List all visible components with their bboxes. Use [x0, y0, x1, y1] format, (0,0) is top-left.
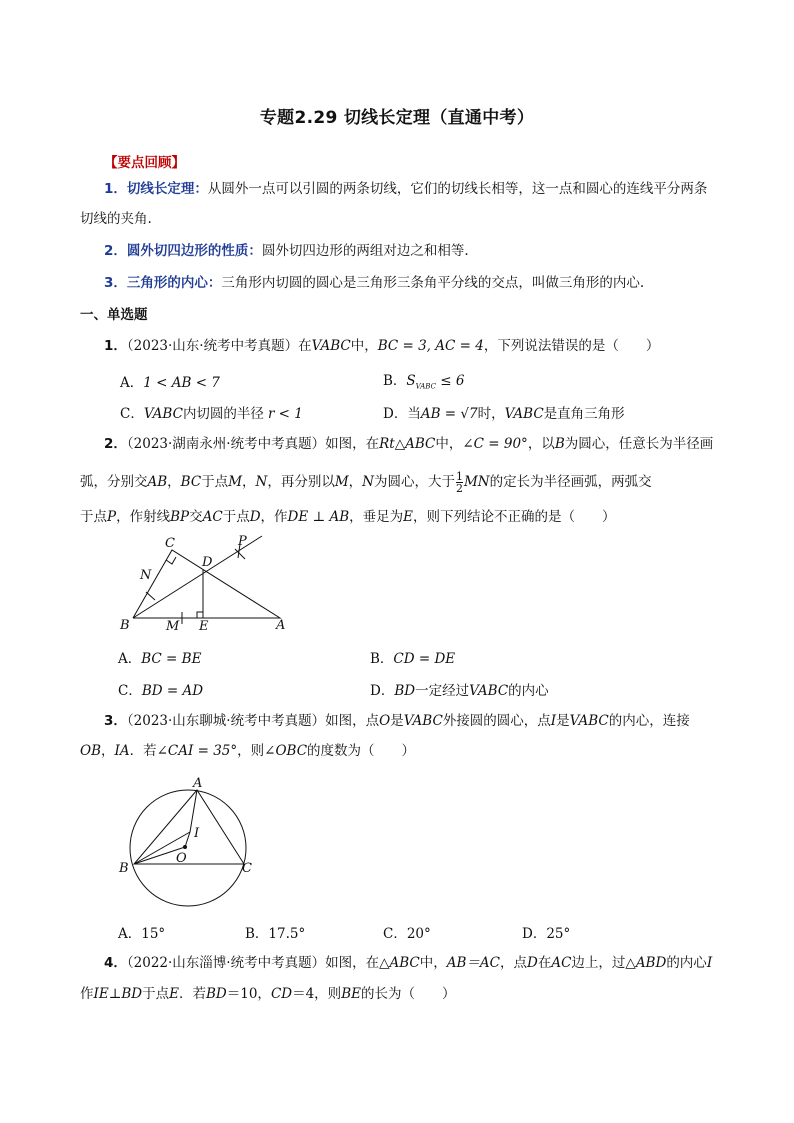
q1-option-b-rest: ≤ 6: [435, 373, 465, 389]
q2-l1a: 如图，在: [325, 436, 380, 452]
q1-number: 1．: [104, 338, 127, 354]
q1-option-d-end: 是直角三角形: [543, 406, 625, 422]
q4-number: 4．: [104, 955, 127, 971]
q2-option-b[interactable]: [370, 647, 455, 667]
q2-option-d-c: 的内心: [508, 683, 549, 699]
q2-comma2: ，: [242, 474, 256, 490]
q3-l1a: 如图，点: [325, 713, 380, 729]
q3-option-b[interactable]: [245, 922, 305, 942]
q1-option-d-pre: 当: [407, 406, 421, 422]
q3-l2b: ．若: [129, 743, 157, 759]
q1-option-c-mid: 内切圆的半径: [182, 406, 264, 422]
review-point-3-text: 三角形内切圆的圆心是三角形三条角平分线的交点，叫做三角形的内心.: [221, 275, 645, 291]
q2-n: N: [255, 474, 268, 490]
q1-triangle: VABC: [311, 338, 351, 354]
q3-o: O: [379, 713, 391, 729]
q2-l3d: 于点: [222, 509, 250, 525]
review-point-1-text: 从圆外一点可以引圆的两条切线，它们的切线长相等，这一点和圆心的连线平分两条: [207, 181, 708, 197]
q3-option-a-text: 15°: [141, 926, 166, 942]
q4-abd: ABD: [635, 955, 667, 971]
q3-l2d: 的度数为（ ）: [307, 743, 416, 759]
q2-bc: BC: [180, 474, 202, 490]
q2-l3a: 于点: [80, 509, 107, 525]
q2-l3c: 交: [189, 509, 203, 525]
review-point-1-cont: 切线的夹角.: [80, 211, 152, 227]
review-point-2-label: 2．圆外切四边形的性质：: [104, 243, 262, 259]
q2-figure: [110, 530, 286, 635]
q3-label-b: B: [119, 861, 129, 876]
q2-option-a-label: A．: [118, 651, 142, 667]
q2-l2c: ，再分别以: [267, 474, 335, 490]
q1-text-b: 中，: [350, 338, 378, 354]
q4-eq: AB＝AC: [446, 955, 500, 971]
q2-de: DE ⊥ AB: [287, 509, 350, 525]
q4-l2c: ．若: [179, 986, 206, 1002]
q4-l1b: 中，: [419, 955, 447, 971]
q3-option-b-label: B．: [245, 926, 269, 942]
q2-option-c[interactable]: [118, 679, 203, 699]
q4-l2a: 作: [80, 986, 94, 1002]
q1-source: （2023·山东·统考中考真题）: [126, 338, 299, 354]
q4-ac: AC: [551, 955, 572, 971]
q1-option-c[interactable]: [120, 402, 303, 422]
q3-tri2: VABC: [569, 713, 609, 729]
q2-b1: B: [554, 436, 565, 452]
q3-ia: IA: [114, 743, 130, 759]
q2-l2e: 的定长为半径画弧，两弧交: [489, 474, 652, 490]
q1-option-c-r: r < 1: [267, 406, 303, 422]
q2-right-angle-e: [197, 612, 203, 618]
q4-cd: CD: [270, 986, 293, 1002]
q2-l3b: ，作射线: [116, 509, 171, 525]
q4-source: （2022·山东淄博·统考中考真题）: [126, 955, 326, 971]
q2-angle: ∠C = 90°: [462, 436, 528, 452]
q4-stem-line1: [104, 955, 712, 972]
q2-l3f: ，垂足为: [349, 509, 404, 525]
q3-l2a: ，: [101, 743, 115, 759]
q3-option-b-text: 17.5°: [268, 926, 306, 942]
q2-fraction: [456, 471, 463, 494]
q2-option-d-tri: VABC: [469, 683, 509, 699]
q3-point-o: [183, 845, 187, 849]
q2-label-p: P: [238, 534, 247, 549]
page-title: 专题2.29 切线长定理（直通中考）: [259, 108, 535, 128]
q3-cond: ∠CAI = 35°: [156, 743, 238, 759]
q4-l1f: 的内心: [666, 955, 707, 971]
q3-source: （2023·山东聊城·统考中考真题）: [126, 713, 326, 729]
q2-option-d[interactable]: [370, 679, 549, 699]
q4-l1a: 如图，在△: [325, 955, 390, 971]
q3-option-c-label: C．: [383, 926, 407, 942]
q3-number: 3．: [104, 713, 127, 729]
q1-option-d[interactable]: [383, 402, 625, 422]
q4-l2d: ＝10，: [226, 986, 271, 1002]
q3-l1b: 是: [390, 713, 404, 729]
q3-i: I: [550, 713, 557, 729]
q2-l3g: ，则下列结论不正确的是（ ）: [413, 509, 616, 525]
q2-label-d: D: [202, 555, 213, 570]
q2-option-d-label: D．: [370, 683, 395, 699]
q2-comma3: ，: [348, 474, 363, 490]
q2-n2: N: [362, 474, 374, 490]
q1-option-a-label: A．: [120, 375, 144, 391]
q2-l2d: 为圆心，大于: [373, 474, 455, 490]
q2-arc-mark-n: [146, 592, 155, 600]
q2-l2b: 于点: [201, 474, 229, 490]
q4-l2e: ＝4，则: [292, 986, 342, 1002]
q1-option-b-label: B．: [383, 373, 407, 389]
q4-stem-line2: [80, 986, 455, 1003]
q2-stem-line1: [104, 436, 713, 453]
q3-label-i: I: [194, 826, 200, 841]
q3-option-c-text: 20°: [406, 926, 431, 942]
q2-label-m: M: [166, 619, 180, 634]
q2-option-d-b: 一定经过: [415, 683, 470, 699]
q4-abc: ABC: [389, 955, 420, 971]
q2-ab: AB: [147, 474, 168, 490]
q2-option-b-text: CD = DE: [393, 651, 456, 667]
review-point-2: [104, 243, 469, 260]
review-point-1-label: 1．切线长定理：: [104, 181, 208, 197]
review-point-3: [104, 275, 644, 292]
review-point-3-label: 3．三角形的内心：: [104, 275, 222, 291]
q1-option-b-s: S: [406, 373, 416, 389]
q2-number: 2．: [104, 436, 127, 452]
q2-e: E: [403, 509, 414, 525]
q1-option-d-mid: 时，: [477, 406, 505, 422]
q3-option-c[interactable]: [383, 922, 431, 942]
q4-d: D: [527, 955, 538, 971]
q4-l2f: 的长为（ ）: [360, 986, 456, 1002]
q3-option-d-text: 25°: [546, 926, 571, 942]
q2-frac-den: 2: [455, 482, 463, 495]
section-single-choice: 一、单选题: [80, 307, 148, 323]
q3-label-o: O: [176, 851, 187, 866]
q2-p: P: [107, 509, 117, 525]
q3-option-d-label: D．: [522, 926, 547, 942]
q2-label-b: B: [120, 618, 130, 633]
q1-stem: [104, 338, 659, 355]
q3-triangle-abc: [134, 790, 244, 864]
q3-stem-line1: [104, 713, 690, 730]
q2-ac: AC: [202, 509, 223, 525]
q2-l1d: 为圆心，任意长为半径画: [564, 436, 714, 452]
q1-option-a[interactable]: [120, 371, 220, 391]
q3-option-d[interactable]: [522, 922, 570, 942]
q2-l1c: ，以: [527, 436, 555, 452]
q1-text-a: 在: [298, 338, 312, 354]
q3-label-c: C: [242, 861, 252, 876]
q4-l1e: 边上，过△: [571, 955, 636, 971]
q2-d: D: [249, 509, 261, 525]
q3-stem-line2: [80, 743, 415, 760]
q2-rt: Rt△ABC: [379, 436, 436, 452]
q3-l1d: 是: [556, 713, 570, 729]
q3-figure: [113, 770, 263, 910]
q2-option-a[interactable]: [118, 647, 201, 667]
q1-option-d-tri: VABC: [504, 406, 544, 422]
review-heading: 【要点回顾】: [104, 155, 185, 171]
q2-option-c-label: C．: [118, 683, 142, 699]
q4-bd: BD: [206, 986, 227, 1002]
q2-option-d-a: BD: [394, 683, 416, 699]
q3-option-a[interactable]: [118, 922, 165, 942]
q1-option-d-ab: AB = √7: [420, 406, 478, 422]
q2-comma1: ，: [167, 474, 181, 490]
q2-m: M: [228, 474, 243, 490]
q1-option-d-label: D．: [383, 406, 408, 422]
q1-option-b-sub: VABC: [415, 382, 436, 391]
q2-l1b: 中，: [435, 436, 463, 452]
q4-ie: IE⊥BD: [93, 986, 143, 1002]
q4-e: E: [169, 986, 179, 1002]
q2-bp: BP: [170, 509, 190, 525]
q2-stem-line2: [80, 471, 652, 494]
q1-text-c: ，下列说法错误的是（ ）: [483, 338, 660, 354]
q2-label-n: N: [140, 568, 152, 583]
q4-l1c: ，点: [500, 955, 527, 971]
q1-condition: BC = 3, AC = 4: [377, 338, 484, 354]
q3-l1c: 外接圆的圆心，点: [442, 713, 551, 729]
q3-ob: OB: [80, 743, 101, 759]
q3-obc: ∠OBC: [264, 743, 308, 759]
q2-label-e: E: [199, 619, 209, 634]
q2-stem-line3: [80, 509, 616, 526]
q4-l2b: 于点: [142, 986, 170, 1002]
q2-option-a-text: BC = BE: [141, 651, 202, 667]
review-point-1: [104, 181, 707, 198]
q1-option-a-text: 1 < AB < 7: [143, 375, 220, 391]
q1-option-b[interactable]: [383, 369, 464, 391]
q4-l1d: 在: [537, 955, 552, 971]
q2-option-c-text: BD = AD: [141, 683, 204, 699]
q2-l3e: ，作: [260, 509, 288, 525]
q2-mn: MN: [463, 474, 490, 490]
q3-label-a: A: [193, 776, 203, 791]
review-point-2-text: 圆外切四边形的两组对边之和相等.: [261, 243, 469, 259]
q2-frac-num: 1: [455, 470, 463, 483]
q2-source: （2023·湖南永州·统考中考真题）: [126, 436, 326, 452]
q3-l2c: ，则: [237, 743, 265, 759]
q2-m2: M: [334, 474, 349, 490]
q2-l2a: 弧，分别交: [80, 474, 148, 490]
q4-be: BE: [341, 986, 361, 1002]
q2-label-a: A: [276, 618, 286, 633]
q1-option-c-tri: VABC: [143, 406, 183, 422]
q2-option-b-label: B．: [370, 651, 394, 667]
q1-option-c-label: C．: [120, 406, 144, 422]
q4-i: I: [706, 955, 713, 971]
q3-tri1: VABC: [403, 713, 443, 729]
q3-option-a-label: A．: [118, 926, 142, 942]
q3-l1e: 的内心，连接: [608, 713, 690, 729]
q2-label-c: C: [165, 536, 175, 551]
